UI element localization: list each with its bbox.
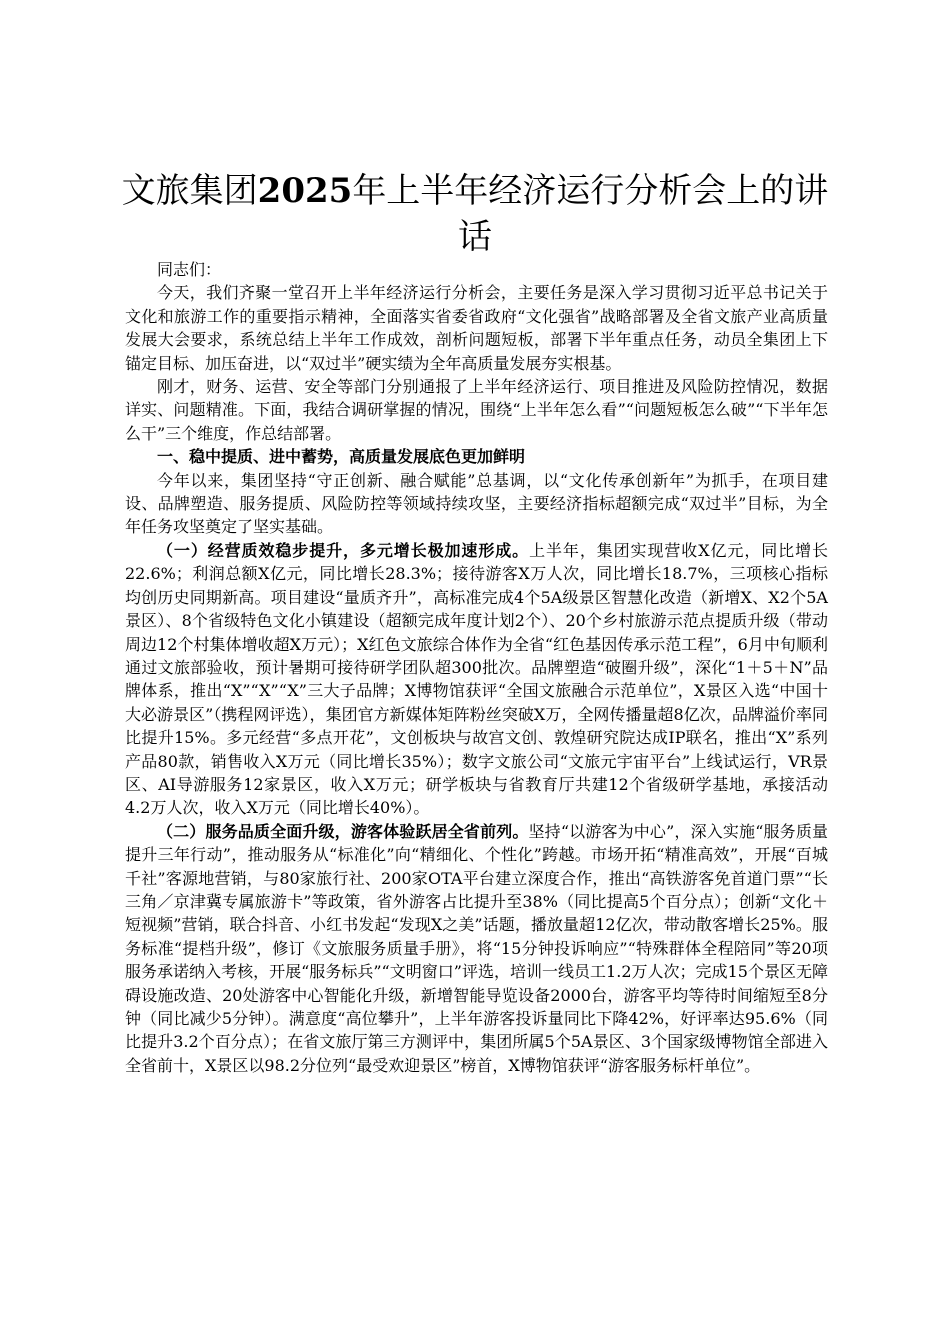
subheading-operations: （一）经营质效稳步提升，多元增长极加速形成。 — [157, 540, 530, 560]
paragraph-reports: 刚才，财务、运营、安全等部门分别通报了上半年经济运行、项目推进及风险防控情况，数据详实、问题精准。下面，我结合调研掌握的情况，围绕“上半年怎么看”“问题短板怎么破”“下半年怎么干”三个维度，作总结部署。 — [125, 377, 828, 443]
paragraph-overview: 今年以来，集团坚持“守正创新、融合赋能”总基调，以“文化传承创新年”为抓手，在项目建设、品牌塑造、服务提质、风险防控等领域持续攻坚，主要经济指标超额完成“双过半”目标，为全年任务攻坚奠定了坚实基础。 — [125, 470, 828, 537]
section-heading-1: 一、稳中提质、进中蓄势，高质量发展底色更加鲜明 — [157, 447, 526, 467]
paragraph-operations-text: 上半年，集团实现营收X亿元，同比增长22.6%；利润总额X亿元，同比增长28.3%；接待游客X万人次，同比增长18.7%，三项核心指标均创历史同期新高。项目建设“量质齐升”，高标准完成4个5A级景区智慧化改造（新增X、X2个5A景区）、8个省级特色文化小镇建设（超额完成年度计划2个）、20个乡村旅游示范点提质升级（带动周边12个村集体增收超X万元）；X红色文旅综合体作为全省“红色基因传承示范工程”，6月中旬顺利通过文旅部验收，预计暑期可接待研学团队超300批次。品牌塑造“破圈升级”，深化“1＋5＋N”品牌体系，推出“X”“X”“X”三大子品牌；X博物馆获评“全国文旅融合示范单位”，X景区入选“中国十大必游景区”（携程网评选），集团官方新媒体矩阵粉丝突破X万，全网传播量超8亿次，品牌溢价率同比提升15%。多元经营“多点开花”，文创板块与故宫文创、敦煌研究院达成IP联名，推出“X”系列产品80款，销售收入X万元（同比增长35%）；数字文旅公司“文旅元宇宙平台”上线试运行，VR景区、AI导游服务12家景区，收入X万元；研学板块与省教育厅共建12个省级研学基地，承接活动4.2万人次，收入X万元（同比增长40%）。 — [125, 540, 828, 818]
title-suffix: 年上半年经济运行分析会上的讲话 — [352, 171, 829, 257]
paragraph-service-text: 坚持“以游客为中心”，深入实施“服务质量提升三年行动”，推动服务从“标准化”向“精细化、个性化”跨越。市场开拓“精准高效”，开展“百城千社”客源地营销，与80家旅行社、200家OTA平台建立深度合作，推出“高铁游客免首道门票”“长三角／京津冀专属旅游卡”等政策，省外游客占比提升至38%（同比提高5个百分点）；创新“文化＋短视频”营销，联合抖音、小红书发起“发现X之美”话题，播放量超12亿次，带动散客增长25%。服务标准“提档升级”，修订《文旅服务质量手册》，将“15分钟投诉响应”“特殊群体全程陪同”等20项服务承诺纳入考核，开展“服务标兵”“文明窗口”评选，培训一线员工1.2万人次；完成15个景区无障碍设施改造、20处游客中心智能化升级，新增智能导览设备2000台，游客平均等待时间缩短至8分钟（同比减少5分钟）。满意度“高位攀升”，上半年游客投诉量同比下降42%，好评率达95.6%（同比提升3.2个百分点）；在省文旅厅第三方测评中，集团所属5个5A景区、3个国家级博物馆全部进入全省前十，X景区以98.2分位列“最受欢迎景区”榜首，X博物馆获评“游客服务标杆单位”。 — [125, 821, 828, 1075]
title-year: 2025 — [257, 171, 353, 211]
salutation: 同志们： — [157, 260, 222, 279]
paragraph-operations — [125, 539, 828, 820]
title-prefix: 文旅集团 — [121, 171, 258, 211]
paragraph-intro: 今天，我们齐聚一堂召开上半年经济运行分析会，主要任务是深入学习贯彻习近平总书记关于文化和旅游工作的重要指示精神，全面落实省委省政府“文化强省”战略部署及全省文旅产业高质量发展大会要求，系统总结上半年工作成效，剖析问题短板，部署下半年重点任务，动员全集团上下锚定目标、加压奋进，以“双过半”硬实绩为全年高质量发展夯实根基。 — [125, 283, 828, 373]
paragraph-service — [125, 820, 828, 1077]
document-title — [110, 168, 840, 260]
subheading-service: （二）服务品质全面升级，游客体验跃居全省前列。 — [157, 821, 529, 841]
document-body — [125, 258, 828, 1077]
